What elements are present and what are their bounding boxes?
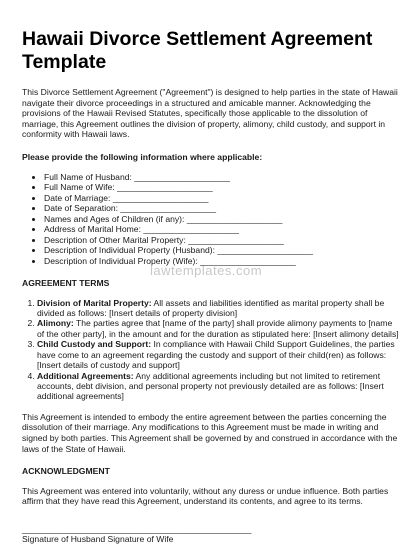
field-husband-name: • Full Name of Husband: ____________________ — [44, 172, 400, 183]
closing-paragraph: This Agreement is intended to embody the entire agreement between the parties concerning the dissolution of their marriage. Any modifications to this Agreement must be made in writing and signed by both parties. This Agreement shall be governed by and construed in accordance with the laws of the State of Hawaii. — [22, 411, 398, 454]
info-prompt: Please provide the following information where applicable: — [22, 151, 263, 162]
signature-rule: ________________________________________________ — [22, 523, 252, 534]
term-label: Alimony: — [37, 318, 74, 329]
signature-labels: Signature of Husband Signature of Wife — [22, 533, 174, 544]
term-alimony — [37, 318, 400, 339]
term-additional — [37, 371, 400, 402]
field-date-of-marriage: • Date of Marriage: ____________________ — [44, 193, 400, 204]
field-marital-property: • Description of Other Marital Property: ____________________ — [44, 235, 400, 246]
field-children: • Names and Ages of Children (if any): ____________________ — [44, 214, 400, 225]
term-custody — [37, 339, 400, 370]
acknowledgment-text: This Agreement was entered into voluntarily, without any duress or undue influence. Both parties affirm that they have read this Agreement, understand its contents, and agree to its terms. — [22, 485, 389, 507]
terms-heading: AGREEMENT TERMS — [22, 278, 110, 289]
document-title: Hawaii Divorce Settlement Agreement Template — [22, 28, 373, 73]
term-label: Division of Marital Property: — [37, 297, 152, 308]
field-date-of-separation: • Date of Separation: ____________________ — [44, 203, 400, 214]
term-property — [37, 298, 400, 319]
info-fields-list — [22, 172, 400, 267]
document-page — [22, 28, 400, 544]
field-marital-home: • Address of Marital Home: ____________________ — [44, 224, 400, 235]
term-label: Additional Agreements: — [37, 370, 134, 381]
term-text: All assets and liabilities identified as marital property shall be divided as follows: [Insert details of property division] — [37, 297, 385, 319]
field-husband-property: • Description of Individual Property (Husband): ____________________ — [44, 245, 400, 256]
acknowledgment-heading: ACKNOWLEDGMENT — [22, 466, 110, 477]
term-label: Child Custody and Support: — [37, 339, 152, 350]
field-wife-property: • Description of Individual Property (Wife): ____________________ — [44, 256, 400, 267]
terms-list — [22, 298, 400, 402]
intro-paragraph: This Divorce Settlement Agreement ("Agreement") is designed to help parties in the state of Hawaii navigate their divorce proceedings in a structured and amicable manner. Acknowledging the provisions of the Hawaii Revised Statutes, specifically those applicable to the dissolution of marriage, this Agreement outlines the division of property, alimony, child custody, and support in conformity with Hawaii laws. — [22, 87, 398, 140]
watermark: lawtemplates.com — [150, 263, 263, 278]
term-text: The parties agree that [name of the party] shall provide alimony payments to [name of the other party], in the amount and for the duration as stipulated here: [Insert alimony details] — [37, 318, 399, 339]
term-text: In compliance with Hawaii Child Support Guidelines, the parties have come to an agreement regarding the custody and support of their child(ren) as follows: [Insert details of custody and support] — [37, 339, 395, 371]
field-wife-name: • Full Name of Wife: ____________________ — [44, 182, 400, 193]
term-text: Any additional agreements including but not limited to retirement accounts, debt division, and personal property not previously detailed are as follows: [Insert additional agreements] — [37, 370, 384, 402]
